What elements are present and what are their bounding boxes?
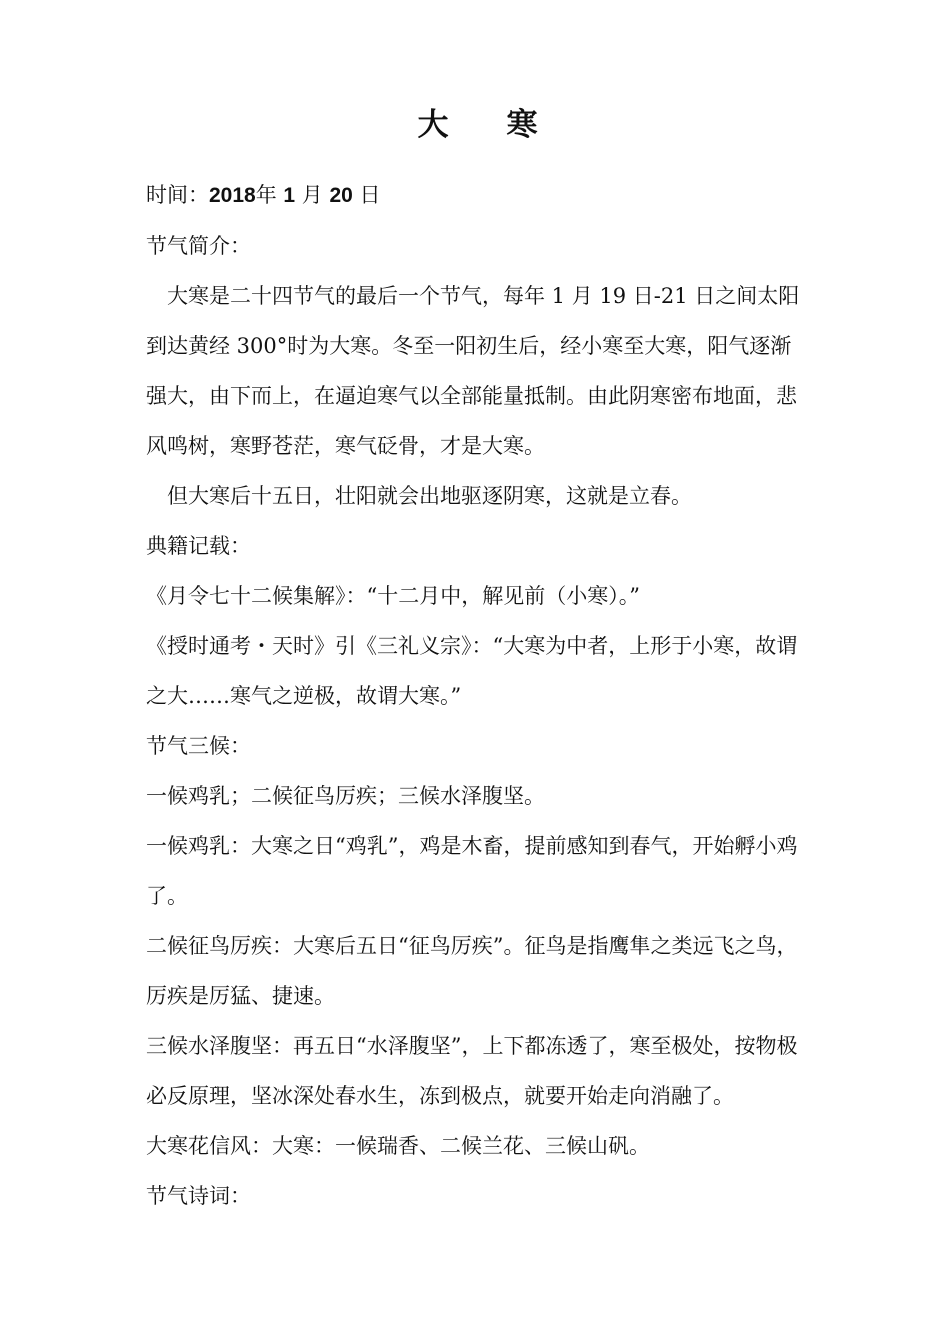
poetry-heading: 节气诗词： — [146, 1184, 251, 1208]
classics-quote-1: 《月令七十二候集解》：“十二月中，解见前（小寒）。” — [146, 584, 640, 608]
date-day: 20 — [329, 184, 353, 207]
date-month-unit: 月 — [301, 183, 323, 207]
date-month: 1 — [283, 184, 296, 207]
intro-paragraph-2: 但大寒后十五日，壮阳就会出地驱逐阴寒，这就是立春。 — [167, 484, 692, 508]
document-page — [146, 100, 811, 1221]
classics-quote-2: 《授时通考・天时》引《三礼义宗》：“大寒为中者，上形于小寒，故谓之大……寒气之逆极，故谓大寒。” — [146, 634, 798, 708]
date-year: 2018 — [209, 184, 256, 207]
intro-paragraph-1: 大寒是二十四节气的最后一个节气，每年 1 月 19 日-21 日之间太阳到达黄经 300°时为大寒。冬至一阳初生后，经小寒至大寒，阳气逐渐强大，由下而上，在逼迫寒气以全部能量抵制。由此阴寒密布地面，悲风鸣树，寒野苍茫，寒气砭骨，才是大寒。 — [146, 284, 800, 458]
three-phases-summary: 一候鸡乳；二候征鸟厉疾；三候水泽腹坚。 — [146, 784, 545, 808]
date-label: 时间： — [146, 183, 209, 207]
phase-1-description: 一候鸡乳：大寒之日“鸡乳”，鸡是木畜，提前感知到春气，开始孵小鸡了。 — [146, 834, 798, 908]
date-line — [146, 170, 811, 221]
date-day-unit: 日 — [359, 183, 381, 207]
date-year-unit: 年 — [255, 183, 277, 207]
flower-wind-line: 大寒花信风：大寒：一候瑞香、二候兰花、三候山矾。 — [146, 1134, 650, 1158]
title-char-1: 大 — [417, 107, 451, 143]
phase-2-description: 二候征鸟厉疾：大寒后五日“征鸟厉疾”。征鸟是指鹰隼之类远飞之鸟，厉疾是厉猛、捷速。 — [146, 934, 798, 1008]
classics-heading: 典籍记载： — [146, 534, 251, 558]
phase-3-description: 三候水泽腹坚：再五日“水泽腹坚”，上下都冻透了，寒至极处，按物极必反原理，坚冰深处春水生，冻到极点，就要开始走向消融了。 — [146, 1034, 798, 1108]
three-phases-heading: 节气三候： — [146, 734, 251, 758]
intro-heading: 节气简介： — [146, 234, 251, 258]
title-char-2: 寒 — [506, 107, 540, 143]
page-title — [146, 100, 811, 160]
